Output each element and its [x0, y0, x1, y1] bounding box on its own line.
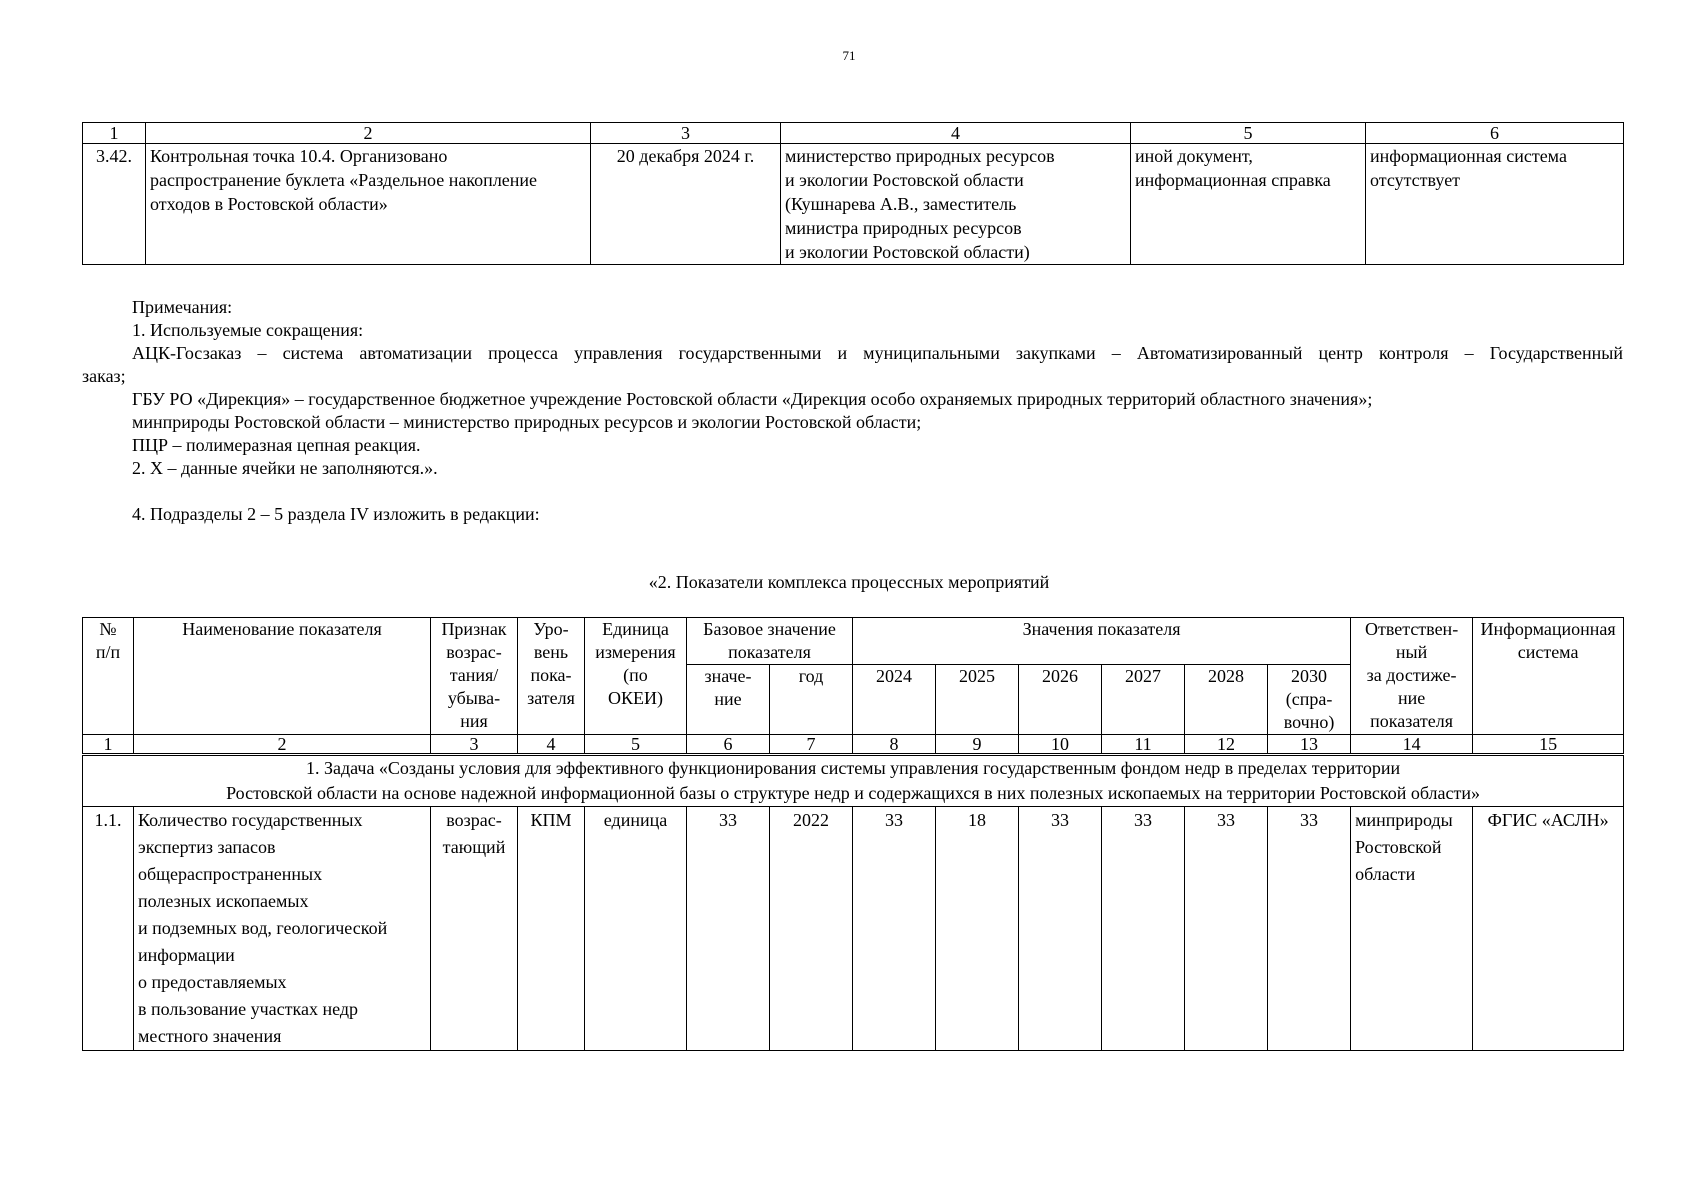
information-system: [1366, 144, 1624, 265]
abbreviation-ack-continued: заказ;: [82, 366, 126, 386]
text-line: тания/: [449, 665, 499, 685]
col-header-base: [687, 618, 853, 665]
text-line: убыва-: [447, 688, 501, 708]
text-line: министра природных ресурсов: [785, 218, 1022, 238]
text-line: пока-: [530, 665, 572, 685]
deadline-date: 20 декабря 2024 г.: [591, 144, 781, 265]
base-value: 33: [687, 807, 770, 1051]
col-number: 11: [1102, 735, 1185, 755]
col-header-year: 2027: [1102, 665, 1185, 735]
indicator-name: [134, 807, 431, 1051]
text-line: информационная система: [1370, 146, 1567, 166]
col-number: 2: [134, 735, 431, 755]
col-header-base-year: год: [770, 665, 853, 735]
row-number: 1.1.: [83, 807, 134, 1051]
text-line: и экологии Ростовской области: [785, 170, 1024, 190]
abbreviation-ack: АЦК-Госзаказ – система автоматизации процесса управления государственными и муниципальными закупками – Автоматизированный центр контроля – Государственный: [132, 343, 1623, 363]
value-cell: 33: [1185, 807, 1268, 1051]
text-line: (спра-: [1285, 689, 1333, 709]
text-line: ние: [1397, 688, 1426, 708]
col-number: 10: [1019, 735, 1102, 755]
text-line: тающий: [442, 837, 506, 857]
value-cell: 33: [1019, 807, 1102, 1051]
col-header-system: [1473, 618, 1624, 735]
col-header-trend: [431, 618, 518, 735]
col-number: 12: [1185, 735, 1268, 755]
note-item: 1. Используемые сокращения:: [132, 320, 364, 340]
abbreviation-pcr: ПЦР – полимеразная цепная реакция.: [132, 435, 421, 455]
text-line: минприроды: [1355, 810, 1453, 830]
note-item: 2. Х – данные ячейки не заполняются.».: [132, 458, 438, 478]
text-line: 1. Задача «Созданы условия для эффективного функционирования системы управления государственным фондом недр в пределах территории: [305, 758, 1401, 778]
text-line: ния: [460, 711, 488, 731]
col-number: 15: [1473, 735, 1624, 755]
value-cell: 18: [936, 807, 1019, 1051]
text-line: ние: [714, 689, 742, 709]
col-header-num: [83, 618, 134, 735]
text-line: измерения: [595, 642, 676, 662]
text-line: №: [99, 619, 117, 639]
text-line: Ростовской области на основе надежной информационной базы о структуре недр и содержащихся в них полезных ископаемых на территории Ростовской области»: [226, 783, 1481, 803]
text-line: полезных ископаемых: [138, 891, 309, 911]
text-line: возрас-: [446, 810, 502, 830]
notes-block: [82, 296, 1623, 526]
col-number: 1: [83, 735, 134, 755]
col-header-year: 2025: [936, 665, 1019, 735]
page-number: 71: [842, 48, 856, 63]
col-header-base-value: [687, 665, 770, 735]
col-header: 5: [1131, 123, 1366, 144]
text-line: отсутствует: [1370, 170, 1461, 190]
col-number: 3: [431, 735, 518, 755]
text-line: общераспространенных: [138, 864, 323, 884]
text-line: ный: [1395, 642, 1428, 662]
col-header: 3: [591, 123, 781, 144]
text-line: показателя: [728, 642, 811, 662]
text-line: система: [1517, 642, 1579, 662]
text-line: Базовое значение: [703, 619, 836, 639]
table-header-row: [83, 618, 1624, 665]
base-year: 2022: [770, 807, 853, 1051]
text-line: информации: [138, 945, 235, 965]
task-title: [83, 755, 1624, 807]
text-line: о предоставляемых: [138, 972, 287, 992]
text-line: и экологии Ростовской области): [785, 242, 1030, 262]
document-type: [1131, 144, 1366, 265]
task-row: [83, 755, 1624, 807]
col-header-year: 2024: [853, 665, 936, 735]
col-header: 4: [781, 123, 1131, 144]
text-line: информационная справка: [1135, 170, 1331, 190]
value-cell: 33: [853, 807, 936, 1051]
responsible-executor: [781, 144, 1131, 265]
col-header-year-2030: [1268, 665, 1351, 735]
col-number: 9: [936, 735, 1019, 755]
text-line: распространение буклета «Раздельное накопление: [150, 170, 538, 190]
text-line: (по: [623, 665, 648, 685]
text-line: ОКЕИ): [608, 688, 663, 708]
trend-sign: [431, 807, 518, 1051]
text-line: экспертиз запасов: [138, 837, 276, 857]
indicator-level: КПМ: [518, 807, 585, 1051]
text-line: за достиже-: [1366, 665, 1457, 685]
col-header-year: 2026: [1019, 665, 1102, 735]
value-cell: 33: [1102, 807, 1185, 1051]
text-line: Единица: [602, 619, 669, 639]
col-header: 2: [146, 123, 591, 144]
value-cell: 33: [1268, 807, 1351, 1051]
text-line: Признак: [441, 619, 507, 639]
col-number: 4: [518, 735, 585, 755]
text-line: отходов в Ростовской области»: [150, 194, 388, 214]
text-line: Уро-: [533, 619, 569, 639]
text-line: области: [1355, 864, 1416, 884]
col-header-responsible: [1351, 618, 1473, 735]
col-number: 14: [1351, 735, 1473, 755]
amendment-item: 4. Подразделы 2 – 5 раздела IV изложить в редакции:: [132, 504, 540, 524]
text-line: п/п: [95, 642, 121, 662]
text-line: в пользование участках недр: [138, 999, 358, 1019]
text-line: Контрольная точка 10.4. Организовано: [150, 146, 448, 166]
col-header-name: Наименование показателя: [134, 618, 431, 735]
text-line: Ростовской: [1355, 837, 1442, 857]
col-header: 6: [1366, 123, 1624, 144]
col-number: 5: [585, 735, 687, 755]
col-header-level: [518, 618, 585, 735]
table-row: [83, 807, 1624, 1051]
unit: единица: [585, 807, 687, 1051]
col-number: 6: [687, 735, 770, 755]
text-line: местного значения: [138, 1026, 282, 1046]
text-line: (Кушнарева А.В., заместитель: [785, 194, 1017, 214]
text-line: возрас-: [446, 642, 502, 662]
text-line: вень: [533, 642, 569, 662]
col-header-unit: [585, 618, 687, 735]
abbreviation-minprirody: минприроды Ростовской области – министерство природных ресурсов и экологии Ростовской области;: [132, 412, 922, 432]
information-system: ФГИС «АСЛН»: [1473, 807, 1624, 1051]
col-header-year: 2028: [1185, 665, 1268, 735]
text-line: 2030: [1291, 666, 1328, 686]
col-header-values: Значения показателя: [853, 618, 1351, 665]
text-line: и подземных вод, геологической: [138, 918, 388, 938]
section-title: «2. Показатели комплекса процессных мероприятий: [648, 572, 1050, 592]
indicators-table: [82, 617, 1624, 1051]
notes-heading: Примечания:: [132, 297, 233, 317]
col-number: 8: [853, 735, 936, 755]
control-points-table: [82, 122, 1624, 265]
abbreviation-gbu: ГБУ РО «Дирекция» – государственное бюджетное учреждение Ростовской области «Дирекция особо охраняемых природных территорий областного значения»;: [132, 389, 1373, 409]
col-number: 7: [770, 735, 853, 755]
text-line: Ответствен-: [1364, 619, 1459, 639]
text-line: зателя: [527, 688, 575, 708]
text-line: министерство природных ресурсов: [785, 146, 1055, 166]
table-row: [83, 144, 1624, 265]
col-header: 1: [83, 123, 146, 144]
column-numbers-row: [83, 735, 1624, 755]
text-line: Количество государственных: [138, 810, 363, 830]
responsible: [1351, 807, 1473, 1051]
col-number: 13: [1268, 735, 1351, 755]
table-header-row: [83, 123, 1624, 144]
text-line: показателя: [1370, 711, 1454, 731]
text-line: Информационная: [1480, 619, 1616, 639]
text-line: иной документ,: [1135, 146, 1253, 166]
text-line: вочно): [1283, 712, 1335, 732]
text-line: значе-: [704, 666, 752, 686]
row-number: 3.42.: [83, 144, 146, 265]
checkpoint-name: [146, 144, 591, 265]
